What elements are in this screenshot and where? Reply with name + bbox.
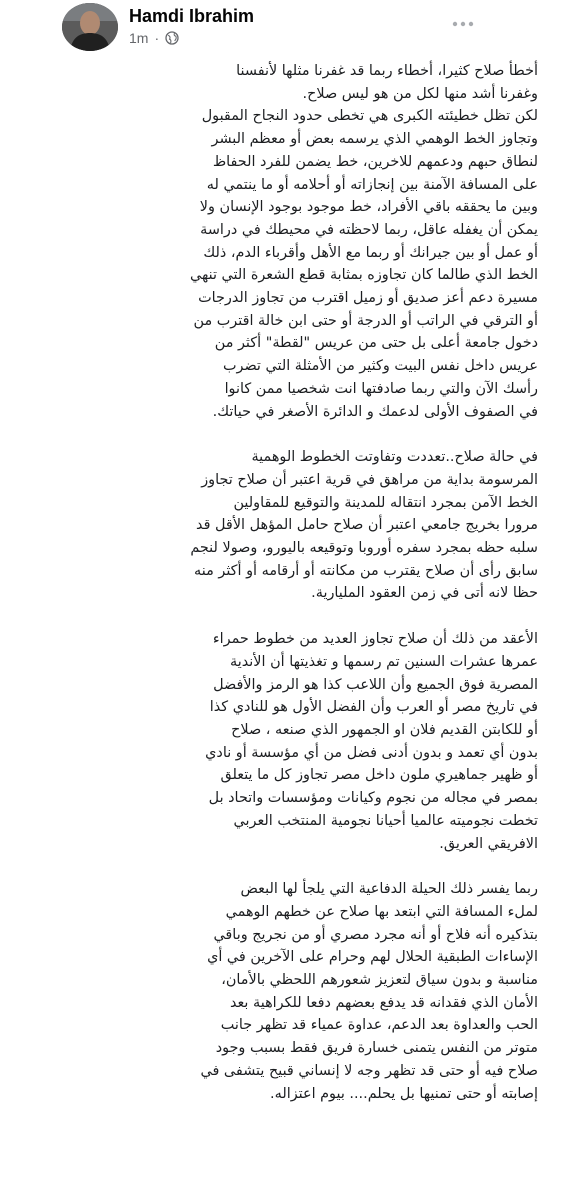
post-text-line: في الصفوف الأولى لدعمك و الدائرة الأصغر في حياتك. [212,403,538,420]
post-text-line: سابق رأى أن صلاح يقترب من مكانته أو أرقامه أو أكثر منه [194,562,538,579]
post-text-line: لكن تظل خطيئته الكبرى هي تخطى حدود النجاح المقبول [201,108,538,125]
post-text-line: أخطأ صلاح كثيرا، أخطاء ربما قد غفرنا مثلها لأنفسنا [236,63,538,79]
post-text-line: أو الترقي في الراتب أو الدرجة أو حتى ابن خالة اقترب من [193,312,538,329]
paragraph-gap [70,423,538,446]
post-timestamp[interactable]: 1m [129,30,149,46]
post-text-line: في حالة صلاح..تعددت وتفاوتت الخطوط الوهمية [251,449,538,466]
post-text-line: سلبه حظه بمجرد سفره أوروبا وتوقيعه باليورو، وصولا لنجم [190,540,538,557]
post-text-line: صلاح فيه أو حتى قد تظهر وجه لا إنساني قبيح يتشفى في [200,1062,538,1079]
paragraph-gap [70,605,538,628]
post-text-line: تخطت نجوميته عالميا أحيانا نجومية المنتخب العربي [233,812,538,829]
post-paragraph [70,446,538,605]
post-text-line: ربما يفسر ذلك الحيلة الدفاعية التي يلجأ لها البعض [240,881,538,898]
post-text-line: وتجاوز الخط الوهمي الذي يرسمه بعض أو معظم البشر [211,131,538,148]
post-text-line: مناسبة و بدون سياق لتعزيز شعورهم اللحظي بالأمان، [221,972,538,989]
more-dots-icon [452,21,474,27]
post-text-line: رأسك الآن والتي ربما صادفتها انت شخصيا ممن كانوا [224,380,538,397]
post-header [0,0,563,60]
post-text-line: أو للكابتن القديم فلان او الجمهور الذي صنعه ، صلاح [231,721,538,738]
post-text-line: متوتر من النفس يتمنى خسارة فريق فقط بسبب وجود [215,1040,538,1057]
post-text-line: المرسومة بداية من مراهق في قرية اعتبر أن صلاح تجاوز [201,471,538,488]
post-meta [129,30,179,46]
post-text-line: بتذكيره أنه فلاح أو أنه مجرد مصري أو من نجريج وباقي [213,926,538,943]
post-text-line: في تاريخ مصر أو العرب وأن الفضل الأول هو للنادي كذا [209,699,538,716]
post-text-line: حظا لانه أتى في زمن العقود المليارية. [311,585,538,602]
avatar-photo [62,3,118,51]
post-text-line: مرورا بخريج جامعي اعتبر أن صلاح حامل المؤهل الأقل قد [196,517,538,534]
post-text-line: مسيرة دعم أعز صديق أو زميل اقترب من تجاوز الدرجات [198,290,538,307]
post-text-line: الحب والعداوة بعد الدعم، عداوة عمياء قد تظهر جانب [220,1017,538,1034]
post-text-line: دخول جامعة أعلى بل حتى من عريس "لقطة" أكثر من [214,335,538,352]
post-text-line: لملء المسافة التي ابتعد بها صلاح عن خطهم الوهمي [225,903,538,920]
post-text-line: وغفرنا أشد منها لكل من هو ليس صلاح. [302,85,538,102]
post-text-line: الافريقي العريق. [439,835,538,852]
post-text-line: الخط الآمن بمجرد انتقاله للمدينة والتوقيع للمقاولين [233,494,538,511]
more-options-button[interactable] [449,14,477,34]
meta-separator: · [154,30,160,46]
post-text-line: على المسافة الآمنة بين إنجازاته أو أحلامه أو ما ينتمي له [206,176,538,193]
post-text-line: عريس داخل نفس البيت وكثير من الأمثلة التي تضرب [222,358,538,375]
post-text-line: أو عمل أو بين جيرانك أو ربما مع الأهل وأقرباء الدم، ذلك [203,244,538,261]
post-text-line: الأعقد من ذلك أن صلاح تجاوز العديد من خطوط حمراء [212,631,538,648]
post-paragraph [70,60,538,423]
post-paragraph [70,628,538,855]
post-text-line: الإساءات الطبقية الحلال لهم وحرام على الآخرين في أي [207,949,538,966]
author-name[interactable]: Hamdi Ibrahim [129,6,255,26]
post-text-line: يمكن أن يغفله عاقل، ربما لاحظته في محيطك في دراسة [200,221,538,238]
paragraph-gap [70,855,538,878]
post-text-line: الأمان الذي فقدانه قد يدفع بعضهم دفعا للكراهية بعد [229,994,538,1011]
post-text-line: الخط الذي طالما كان تجاوزه بمثابة قطع الشعرة التي تنهي [189,267,538,284]
post-text-line: بدون أي تعمد و بدون أدنى فضل من أي مؤسسة أو نادي [205,744,538,761]
post-text-line: وبين ما يحققه باقي الأفراد، خط موجود بوجود الإنسان ولا [199,199,538,216]
post-text [70,60,538,1105]
post-text-line: أو ظهير جماهيري ملون داخل مصر تجاوز كل ما يتعلق [220,767,538,784]
post-text-line: المصرية فوق الجميع وأن اللاعب كذا هو الرمز والأفضل [213,676,538,693]
post-text-line: عمرها عشرات السنين تم رسمها و تغذيتها أن الأندية [230,653,538,670]
author-avatar[interactable] [62,3,118,51]
post-paragraph [70,878,538,1105]
globe-icon[interactable] [165,31,179,45]
post-text-line: لنطاق حبهم ودعمهم للاخرين، خط يضمن للفرد الحفاظ [212,153,538,170]
post-text-line: إصابته أو حتى تمنيها بل يحلم.... بيوم اعتزاله. [270,1085,538,1102]
post-text-line: بمصر في مجاله من نجوم وكيانات ومؤسسات واتحاد بل [208,790,538,807]
